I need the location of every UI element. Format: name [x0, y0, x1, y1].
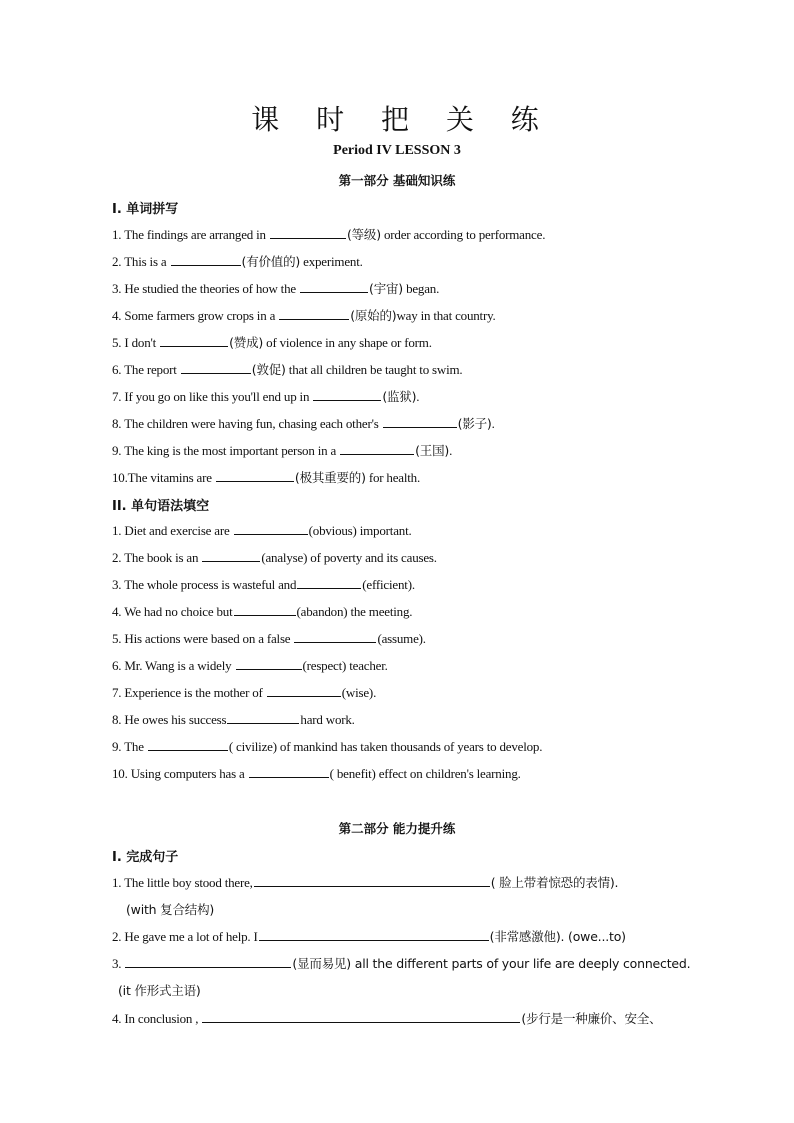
answer-blank[interactable]	[300, 280, 368, 293]
section-spelling-heading: I. 单词拼写	[112, 202, 179, 217]
answer-blank[interactable]	[202, 549, 260, 562]
list-item: 3. He studied the theories of how the (宇宙) began.	[112, 281, 440, 296]
answer-blank[interactable]	[297, 576, 361, 589]
answer-blank[interactable]	[234, 522, 308, 535]
answer-blank[interactable]	[249, 765, 329, 778]
list-item: 3. The whole process is wasteful and (efficient).	[112, 577, 415, 592]
list-item: 8. He owes his success hard work.	[112, 712, 355, 727]
list-item: 4. Some farmers grow crops in a (原始的)way in that country.	[112, 308, 496, 323]
list-item: 1. The findings are arranged in (等级) order according to performance.	[112, 227, 546, 242]
section-grammar-heading: II. 单句语法填空	[112, 499, 210, 514]
answer-blank[interactable]	[383, 415, 457, 428]
list-item-continuation: (it 作形式主语)	[118, 983, 201, 998]
answer-blank[interactable]	[279, 307, 349, 320]
answer-blank[interactable]	[125, 955, 291, 968]
answer-blank[interactable]	[227, 711, 299, 724]
list-item: 6. The report (敦促) that all children be taught to swim.	[112, 362, 463, 377]
part-one-heading: 第一部分 基础知识练	[338, 173, 456, 188]
list-item-continuation: (with 复合结构)	[126, 902, 215, 917]
list-item: 10.The vitamins are (极其重要的) for health.	[112, 470, 421, 485]
answer-blank[interactable]	[294, 630, 376, 643]
answer-blank[interactable]	[234, 603, 296, 616]
list-item: 3. (显而易见) all the different parts of your life are deeply connected.	[112, 956, 691, 971]
part-two-heading: 第二部分 能力提升练	[338, 821, 456, 836]
answer-blank[interactable]	[202, 1010, 520, 1023]
answer-blank[interactable]	[340, 442, 414, 455]
list-item: 4. In conclusion , (步行是一种廉价、安全、	[112, 1011, 662, 1026]
list-item: 7. If you go on like this you'll end up in (监狱).	[112, 389, 420, 404]
list-item: 8. The children were having fun, chasing each other's (影子).	[112, 416, 495, 431]
answer-blank[interactable]	[181, 361, 251, 374]
list-item: 2. He gave me a lot of help. I (非常感激他). (owe...to)	[112, 929, 626, 944]
list-item: 2. The book is an (analyse) of poverty and its causes.	[112, 550, 437, 565]
answer-blank[interactable]	[270, 226, 346, 239]
list-item: 1. The little boy stood there, ( 脸上带着惊恐的表情).	[112, 875, 619, 890]
list-item: 7. Experience is the mother of (wise).	[112, 685, 377, 700]
answer-blank[interactable]	[171, 253, 241, 266]
answer-blank[interactable]	[160, 334, 228, 347]
list-item: 10. Using computers has a ( benefit) effect on children's learning.	[112, 766, 521, 781]
page-title: 课 时 把 关 练	[251, 103, 553, 136]
section-complete-sentence-heading: I. 完成句子	[112, 850, 179, 865]
list-item: 9. The king is the most important person in a (王国).	[112, 443, 453, 458]
answer-blank[interactable]	[259, 928, 489, 941]
list-item: 5. His actions were based on a false (assume).	[112, 631, 426, 646]
lesson-subtitle: Period IV LESSON 3	[333, 143, 461, 158]
list-item: 5. I don't (赞成) of violence in any shape or form.	[112, 335, 432, 350]
answer-blank[interactable]	[236, 657, 302, 670]
answer-blank[interactable]	[216, 469, 294, 482]
list-item: 9. The ( civilize) of mankind has taken thousands of years to develop.	[112, 739, 543, 754]
answer-blank[interactable]	[148, 738, 228, 751]
list-item: 4. We had no choice but (abandon) the meeting.	[112, 604, 413, 619]
answer-blank[interactable]	[267, 684, 341, 697]
list-item: 1. Diet and exercise are (obvious) important.	[112, 523, 412, 538]
answer-blank[interactable]	[254, 874, 490, 887]
list-item: 2. This is a (有价值的) experiment.	[112, 254, 363, 269]
answer-blank[interactable]	[313, 388, 381, 401]
list-item: 6. Mr. Wang is a widely (respect) teacher.	[112, 658, 388, 673]
